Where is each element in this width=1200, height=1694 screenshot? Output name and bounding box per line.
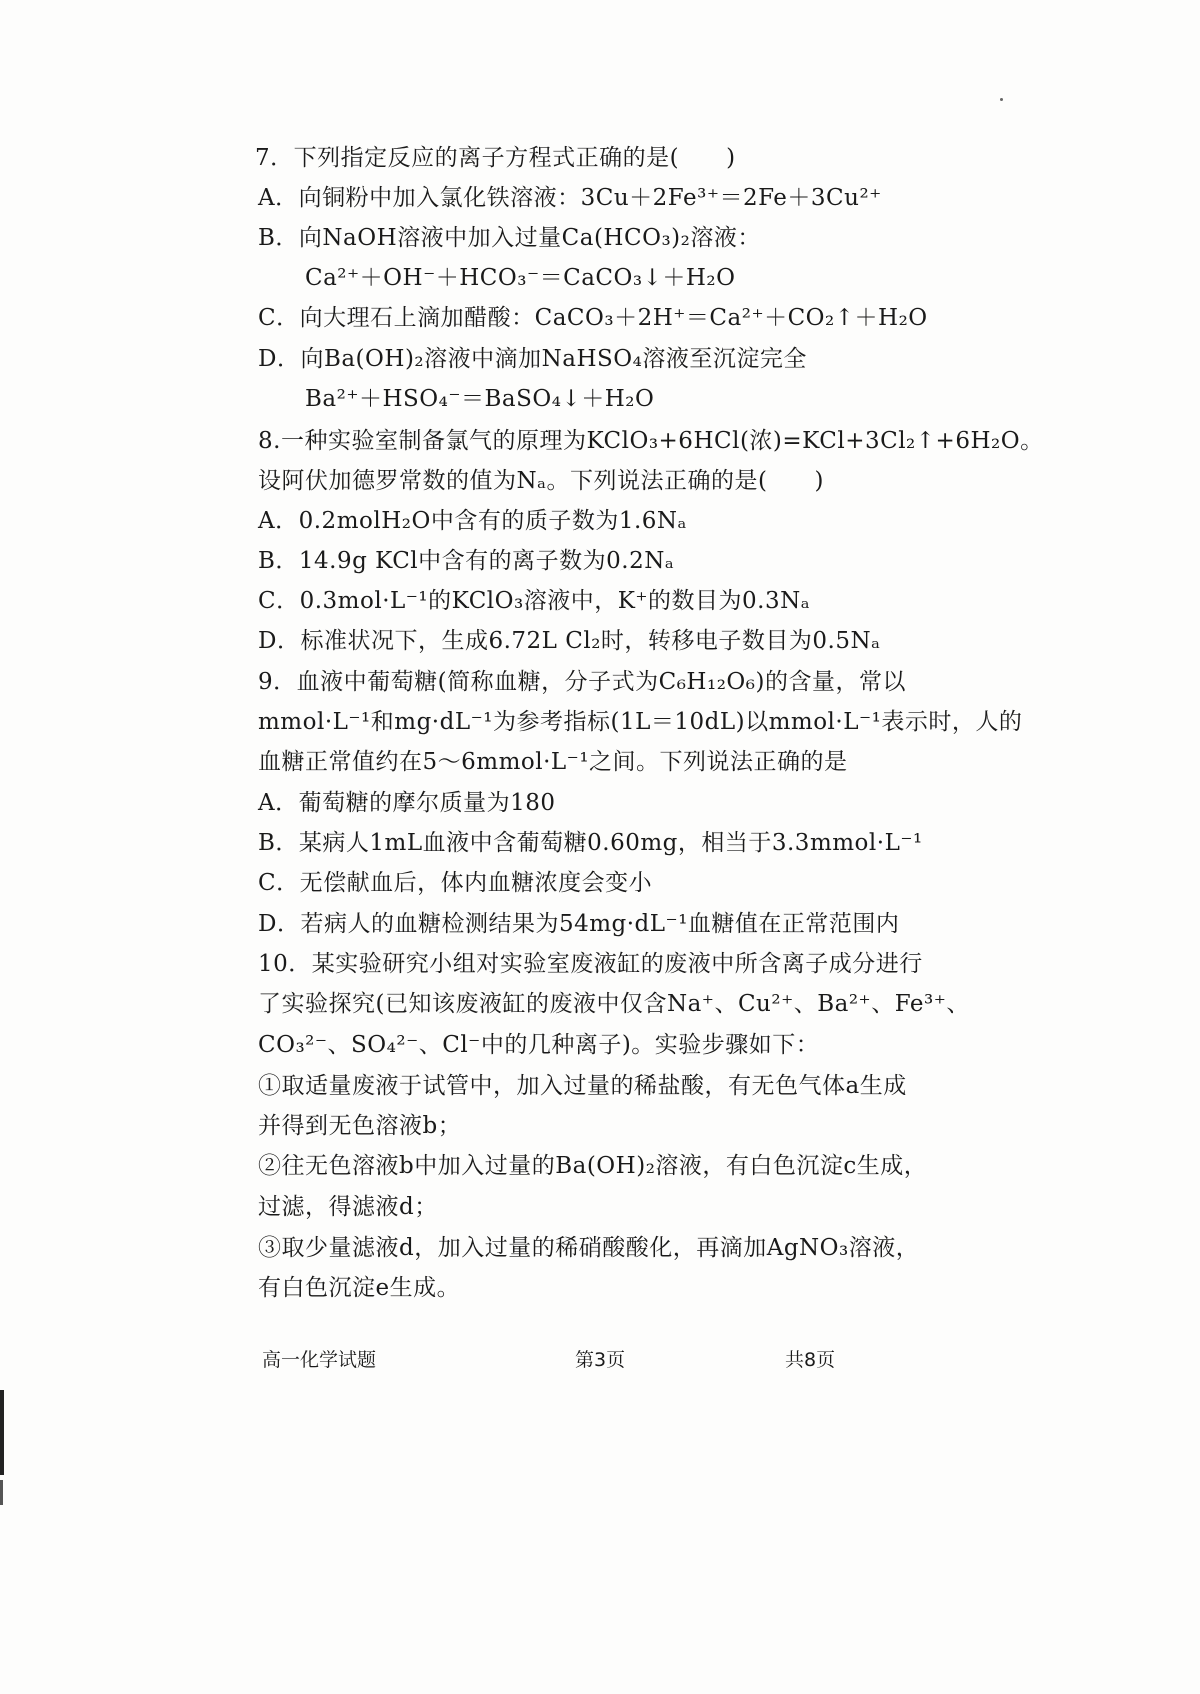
q10-step2-line1: ②往无色溶液b中加入过量的Ba(OH)₂溶液，有白色沉淀c生成，	[258, 1153, 928, 1179]
q9-option-c: C．无偿献血后，体内血糖浓度会变小	[258, 870, 653, 896]
q9-stem-line2: mmol·L⁻¹和mg·dL⁻¹为参考指标(1L＝10dL)以mmol·L⁻¹表示时，人的	[258, 709, 1023, 735]
q10-step3-line1: ③取少量滤液d，加入过量的稀硝酸酸化，再滴加AgNO₃溶液，	[258, 1235, 920, 1261]
q10-stem-line2: 了实验探究(已知该废液缸的废液中仅含Na⁺、Cu²⁺、Ba²⁺、Fe³⁺、	[258, 991, 970, 1017]
footer-page-number: 第3页	[575, 1349, 626, 1371]
q9-option-d: D．若病人的血糖检测结果为54mg·dL⁻¹血糖值在正常范围内	[258, 911, 900, 937]
q9-option-a: A．葡萄糖的摩尔质量为180	[258, 790, 556, 816]
q8-option-a: A．0.2molH₂O中含有的质子数为1.6Nₐ	[258, 508, 687, 534]
q7-option-c: C．向大理石上滴加醋酸：CaCO₃＋2H⁺＝Ca²⁺＋CO₂↑＋H₂O	[258, 305, 928, 331]
q10-step1-line2: 并得到无色溶液b；	[258, 1113, 462, 1139]
q8-option-b: B．14.9g KCl中含有的离子数为0.2Nₐ	[258, 548, 675, 574]
q8-option-c: C．0.3mol·L⁻¹的KClO₃溶液中，K⁺的数目为0.3Nₐ	[258, 588, 811, 614]
q10-step2-line2: 过滤，得滤液d；	[258, 1194, 438, 1220]
q7-option-b-equation: Ca²⁺＋OH⁻＋HCO₃⁻＝CaCO₃↓＋H₂O	[305, 265, 736, 291]
q9-stem-line1: 9．血液中葡萄糖(简称血糖，分子式为C₆H₁₂O₆)的含量，常以	[258, 669, 906, 695]
q7-stem: 7．下列指定反应的离子方程式正确的是( )	[255, 145, 736, 171]
q10-step3-line2: 有白色沉淀e生成。	[258, 1275, 461, 1301]
q8-stem-line1: 8.一种实验室制备氯气的原理为KClO₃+6HCl(浓)=KCl+3Cl₂↑+6H₂O。	[258, 428, 1044, 454]
q10-stem-line1: 10．某实验研究小组对实验室废液缸的废液中所含离子成分进行	[258, 951, 923, 977]
binding-edge-mark-lower	[0, 1480, 3, 1505]
q7-option-b: B．向NaOH溶液中加入过量Ca(HCO₃)₂溶液：	[258, 225, 761, 251]
q10-stem-line3: CO₃²⁻、SO₄²⁻、Cl⁻中的几种离子)。实验步骤如下：	[258, 1032, 820, 1058]
q7-option-d: D．向Ba(OH)₂溶液中滴加NaHSO₄溶液至沉淀完全	[258, 346, 807, 372]
q9-stem-line3: 血糖正常值约在5～6mmol·L⁻¹之间。下列说法正确的是	[258, 749, 848, 775]
q7-option-a: A．向铜粉中加入氯化铁溶液：3Cu＋2Fe³⁺＝2Fe＋3Cu²⁺	[258, 185, 882, 211]
footer-total-pages: 共8页	[785, 1349, 836, 1371]
footer-subject: 高一化学试题	[262, 1349, 377, 1371]
scan-speck	[1000, 98, 1003, 101]
q10-step1-line1: ①取适量废液于试管中，加入过量的稀盐酸，有无色气体a生成	[258, 1073, 907, 1099]
q8-stem-line2: 设阿伏加德罗常数的值为Nₐ。下列说法正确的是( )	[258, 468, 824, 494]
q9-option-b: B．某病人1mL血液中含葡萄糖0.60mg，相当于3.3mmol·L⁻¹	[258, 830, 923, 856]
q7-option-d-equation: Ba²⁺＋HSO₄⁻＝BaSO₄↓＋H₂O	[305, 386, 655, 412]
binding-edge-mark	[0, 1390, 4, 1475]
q8-option-d: D．标准状况下，生成6.72L Cl₂时，转移电子数目为0.5Nₐ	[258, 628, 881, 654]
